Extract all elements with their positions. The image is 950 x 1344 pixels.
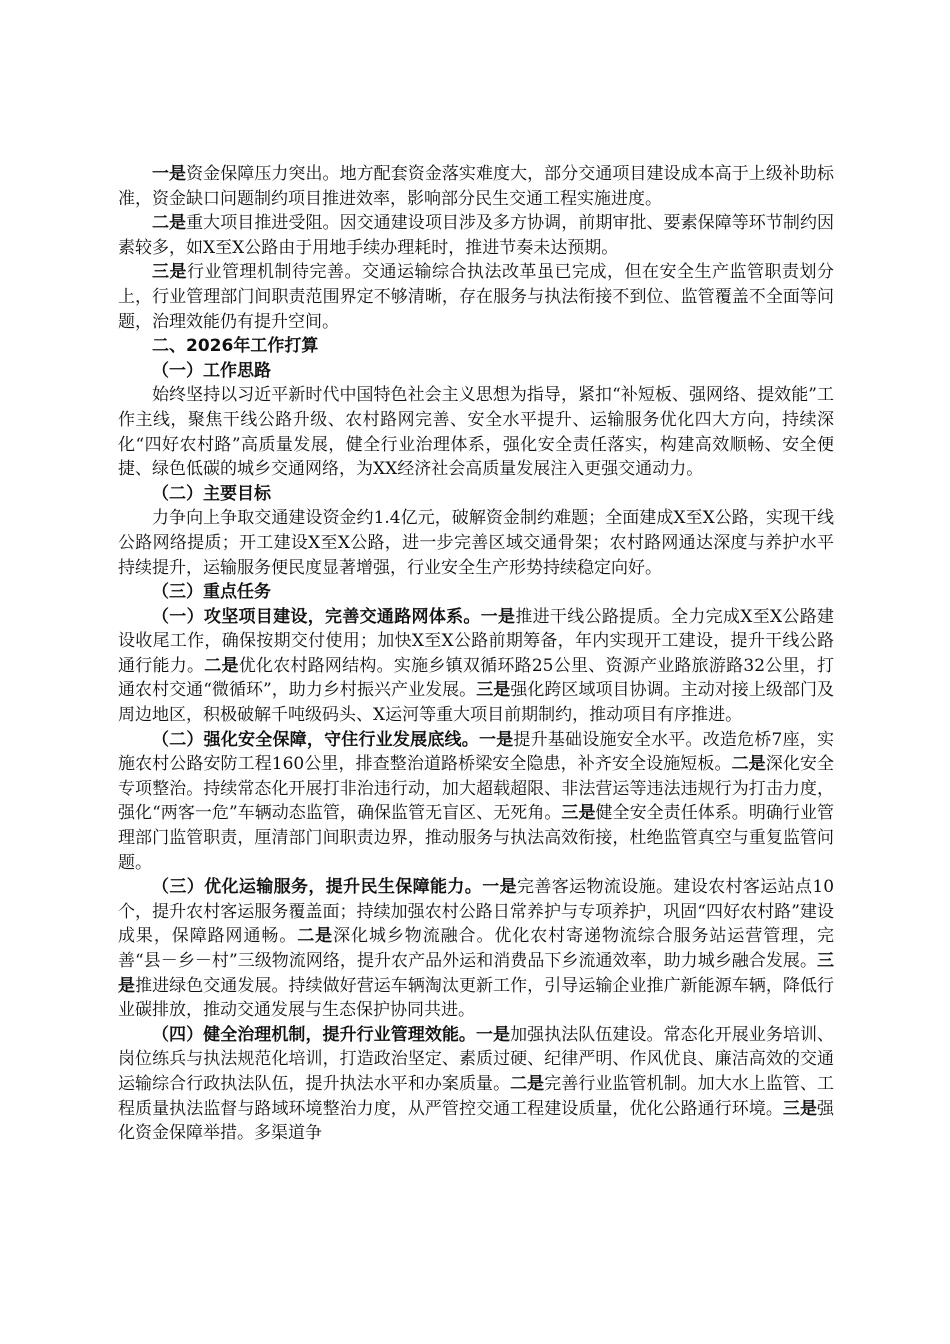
section-heading: 二、2026年工作打算 <box>152 336 319 357</box>
task-paragraph-4 <box>118 1023 834 1146</box>
item-lead: 三是 <box>782 1098 818 1119</box>
item-text: 提升基础设施安全水平。改造危桥7座，实施农村公路安防工程160公里，排查整治道路桥梁安全隐患，补齐安全设施短板。 <box>118 729 834 775</box>
item-lead: 三是 <box>118 951 834 996</box>
task-paragraph-1 <box>118 605 834 728</box>
item-text: 健全安全责任体系。明确行业管理部门监管职责，厘清部门间职责边界，推动服务与执法高效衔接，杜绝监管真空与重复监管问题。 <box>118 803 834 873</box>
task-title: （二）强化安全保障，守住行业发展底线。 <box>152 729 479 750</box>
item-lead: 一是 <box>475 1024 511 1045</box>
item-lead: 二是 <box>510 1073 545 1094</box>
item-lead: 二是 <box>297 926 334 947</box>
item-text: 完善客运物流设施。建设农村客运站点10个，提升农村客运服务覆盖面；持续加强农村公路日常养护与专项养护，巩固“四好农村路”建设成果，保障路网通畅。 <box>118 877 835 947</box>
task-title: （一）攻坚项目建设，完善交通路网体系。 <box>152 606 481 627</box>
item-lead: 二是 <box>152 213 187 234</box>
task-title: （三）优化运输服务，提升民生保障能力。 <box>152 877 483 898</box>
task-paragraph-3 <box>118 875 834 1023</box>
item-lead: 三是 <box>561 803 596 824</box>
item-text: 深化安全专项整治。持续常态化开展打非治违行动，加大超载超限、非法营运等违法违规行为打击力度，强化“两客一危”车辆动态监管，确保监管无盲区、无死角。 <box>118 754 835 824</box>
item-lead: 三是 <box>152 262 187 283</box>
item-lead: 一是 <box>152 164 187 184</box>
paragraph-work-approach: 始终坚持以习近平新时代中国特色社会主义思想为指导，紧扣“补短板、强网络、提效能”工作主线，聚焦干线公路升级、农村路网完善、安全水平提升、运输服务优化四大方向，持续深化“四好农村路”高质量发展，健全行业治理体系，强化安全责任落实，构建高效顺畅、安全便捷、绿色低碳的城乡交通网络，为XX经济社会高质量发展注入更强交通动力。 <box>118 385 834 480</box>
document-body <box>118 162 834 1146</box>
item-text: 推进干线公路提质。全力完成X至X公路建设收尾工作，确保按期交付使用；加快X至X公路前期筹备，年内实现开工建设，提升干线公路通行能力。 <box>118 606 835 676</box>
item-text: 深化城乡物流融合。优化农村寄递物流综合服务站运营管理，完善“县－乡－村”三级物流网络，提升农产品外运和消费品下乡流通效率，助力城乡融合发展。 <box>118 926 835 971</box>
item-text: 强化跨区域项目协调。主动对接上级部门及周边地区，积极破解千吨级码头、X运河等重大项目前期制约，推动项目有序推进。 <box>118 680 835 726</box>
task-title: （四）健全治理机制，提升行业管理效能。 <box>152 1024 476 1045</box>
subheading-work-approach: （一）工作思路 <box>152 360 271 381</box>
problem-item-2 <box>118 211 834 260</box>
item-text: 推进绿色交通发展。持续做好营运车辆淘汰更新工作，引导运输企业推广新能源车辆，降低行业碳排放，推动交通发展与生态保护协同共进。 <box>118 975 835 1021</box>
item-text: 优化农村路网结构。实施乡镇双循环路25公里、资源产业路旅游路32公里，打通农村交通“微循环”，助力乡村振兴产业发展。 <box>118 655 835 701</box>
item-text: 重大项目推进受阻。因交通建设项目涉及多方协调，前期审批、要素保障等环节制约因素较多，如X至X公路由于用地手续办理耗时，推进节奏未达预期。 <box>118 213 835 258</box>
item-text: 强化资金保障举措。多渠道争 <box>118 1098 835 1144</box>
item-text: 完善行业监管机制。加大水上监管、工程质量执法监督与路域环境整治力度，从严管控交通工程建设质量，优化公路通行环境。 <box>118 1073 835 1119</box>
subheading-main-goals: （二）主要目标 <box>152 483 271 504</box>
item-lead: 一是 <box>480 606 516 627</box>
item-lead: 二是 <box>204 655 239 676</box>
item-lead: 三是 <box>476 680 511 701</box>
problem-item-1 <box>118 162 834 211</box>
item-text: 资金保障压力突出。地方配套资金落实难度大，部分交通项目建设成本高于上级补助标准，资金缺口问题制约项目推进效率，影响部分民生交通工程实施进度。 <box>118 164 835 209</box>
item-lead: 二是 <box>731 754 766 775</box>
problem-item-3 <box>118 260 834 334</box>
item-text: 行业管理机制待完善。交通运输综合执法改革虽已完成，但在安全生产监管职责划分上，行业管理部门间职责范围界定不够清晰，存在服务与执法衔接不到位、监管覆盖不全面等问题，治理效能仍有提升空间。 <box>118 262 834 332</box>
paragraph-main-goals: 力争向上争取交通建设资金约1.4亿元，破解资金制约难题；全面建成X至X公路，实现干线公路网络提质；开工建设X至X公路，进一步完善区域交通骨架；农村路网通达深度与养护水平持续提升，运输服务便民度显著增强，行业安全生产形势持续稳定向好。 <box>118 508 834 578</box>
item-lead: 一是 <box>478 729 514 750</box>
task-paragraph-2 <box>118 728 834 876</box>
item-text: 加强执法队伍建设。常态化开展业务培训、岗位练兵与执法规范化培训，打造政治坚定、素质过硬、纪律严明、作风优良、廉洁高效的交通运输综合行政执法队伍，提升执法水平和办案质量。 <box>118 1024 835 1094</box>
subheading-key-tasks: （三）重点任务 <box>152 582 271 603</box>
item-lead: 一是 <box>482 877 517 898</box>
